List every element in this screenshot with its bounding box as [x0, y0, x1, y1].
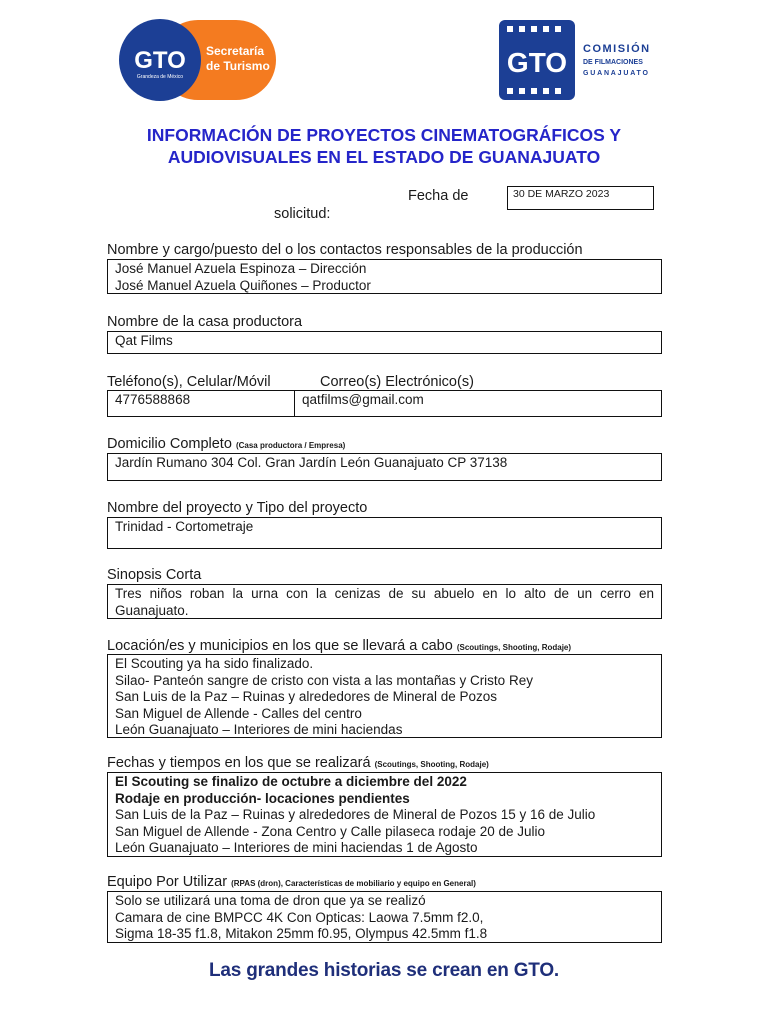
comision-filmaciones-logo — [497, 18, 667, 102]
sinopsis-field[interactable]: Tres niños roban la urna con la cenizas de su abuelo en lo alto de un cerro en Guanajuato. — [107, 584, 662, 619]
contactos-field[interactable] — [107, 259, 662, 294]
logo-line-2: DE FILMACIONES — [583, 59, 643, 66]
contacto-line: José Manuel Azuela Quiñones – Productor — [115, 277, 371, 293]
sinopsis-label: Sinopsis Corta — [107, 567, 202, 583]
footer-slogan: Las grandes historias se crean en GTO. — [208, 960, 560, 981]
fecha-label-2: solicitud: — [274, 206, 331, 222]
fecha-line: San Luis de la Paz – Ruinas y alrededores de Mineral de Pozos 15 y 16 de Julio — [115, 807, 596, 822]
locaciones-field[interactable] — [107, 654, 662, 738]
title-line-1: INFORMACIÓN DE PROYECTOS CINEMATOGRÁFICOS Y — [146, 125, 622, 145]
fecha-line-bold: El Scouting se finalizo de octubre a diciembre del 2022 — [115, 774, 467, 789]
title-line-2: AUDIOVISUALES EN EL ESTADO DE GUANAJUATO — [167, 147, 601, 167]
gto-mark: GTO — [506, 47, 568, 78]
telefono-label: Teléfono(s), Celular/Móvil — [107, 374, 271, 390]
logo-line-2: de Turismo — [206, 59, 270, 73]
domicilio-field[interactable]: Jardín Rumano 304 Col. Gran Jardín León Guanajuato CP 37138 — [107, 453, 662, 481]
equipo-field[interactable] — [107, 891, 662, 943]
fechas-field[interactable] — [107, 772, 662, 857]
fechas-label — [107, 755, 489, 771]
locacion-line: San Miguel de Allende - Calles del centro — [115, 705, 362, 721]
correo-label: Correo(s) Electrónico(s) — [320, 374, 474, 390]
equipo-line: Solo se utilizará una toma de dron que ya se realizó — [115, 893, 426, 908]
domicilio-label-text: Domicilio Completo — [107, 436, 232, 452]
fecha-line: León Guanajuato – Interiores de mini haciendas 1 de Agosto — [115, 840, 478, 855]
locaciones-label — [107, 638, 571, 654]
fecha-line-bold: Rodaje en producción- locaciones pendientes — [115, 790, 410, 806]
secretaria-turismo-logo — [118, 18, 278, 102]
casa-field[interactable]: Qat Films — [107, 331, 662, 354]
equipo-label — [107, 874, 476, 890]
fecha-field[interactable]: 30 DE MARZO 2023 — [507, 186, 654, 210]
locacion-line: El Scouting ya ha sido finalizado. — [115, 656, 314, 671]
correo-field[interactable]: qatfilms@gmail.com — [294, 390, 662, 417]
locacion-line: Silao- Panteón sangre de cristo con vista a las montañas y Cristo Rey — [115, 672, 533, 688]
equipo-line: Sigma 18-35 f1.8, Mitakon 25mm f0.95, Olympus 42.5mm f1.8 — [115, 926, 488, 941]
locaciones-label-text: Locación/es y municipios en los que se llevará a cabo — [107, 638, 453, 654]
proyecto-label: Nombre del proyecto y Tipo del proyecto — [107, 500, 368, 516]
locacion-line: San Luis de la Paz – Ruinas y alrededores de Mineral de Pozos — [115, 689, 497, 704]
domicilio-label — [107, 436, 345, 452]
fechas-note: (Scoutings, Shooting, Rodaje) — [374, 760, 489, 769]
gto-mark: GTO — [134, 47, 186, 74]
fecha-label-1: Fecha de — [408, 188, 469, 204]
fecha-line: San Miguel de Allende - Zona Centro y Calle pilaseca rodaje 20 de Julio — [115, 823, 546, 839]
logo-line-3: GUANAJUATO — [583, 70, 650, 77]
logo-line-1: COMISIÓN — [583, 43, 651, 55]
domicilio-note: (Casa productora / Empresa) — [235, 441, 346, 450]
equipo-note: (RPAS (dron), Características de mobiliario y equipo en General) — [231, 879, 476, 888]
logo-line-1: Secretaría — [206, 44, 265, 58]
locacion-line: León Guanajuato – Interiores de mini haciendas — [115, 722, 403, 737]
contacto-line: José Manuel Azuela Espinoza – Dirección — [115, 261, 367, 276]
proyecto-field[interactable]: Trinidad - Cortometraje — [107, 517, 662, 549]
page-title — [0, 124, 768, 168]
equipo-label-text: Equipo Por Utilizar — [107, 874, 228, 890]
gto-tagline: Grandeza de México — [136, 74, 184, 80]
contactos-label: Nombre y cargo/puesto del o los contactos responsables de la producción — [107, 242, 583, 258]
casa-label: Nombre de la casa productora — [107, 314, 303, 330]
equipo-line: Camara de cine BMPCC 4K Con Opticas: Laowa 7.5mm f2.0, — [115, 909, 484, 925]
fechas-label-text: Fechas y tiempos en los que se realizará — [107, 755, 371, 771]
locaciones-note: (Scoutings, Shooting, Rodaje) — [456, 643, 572, 652]
telefono-field[interactable]: 4776588868 — [107, 390, 295, 417]
